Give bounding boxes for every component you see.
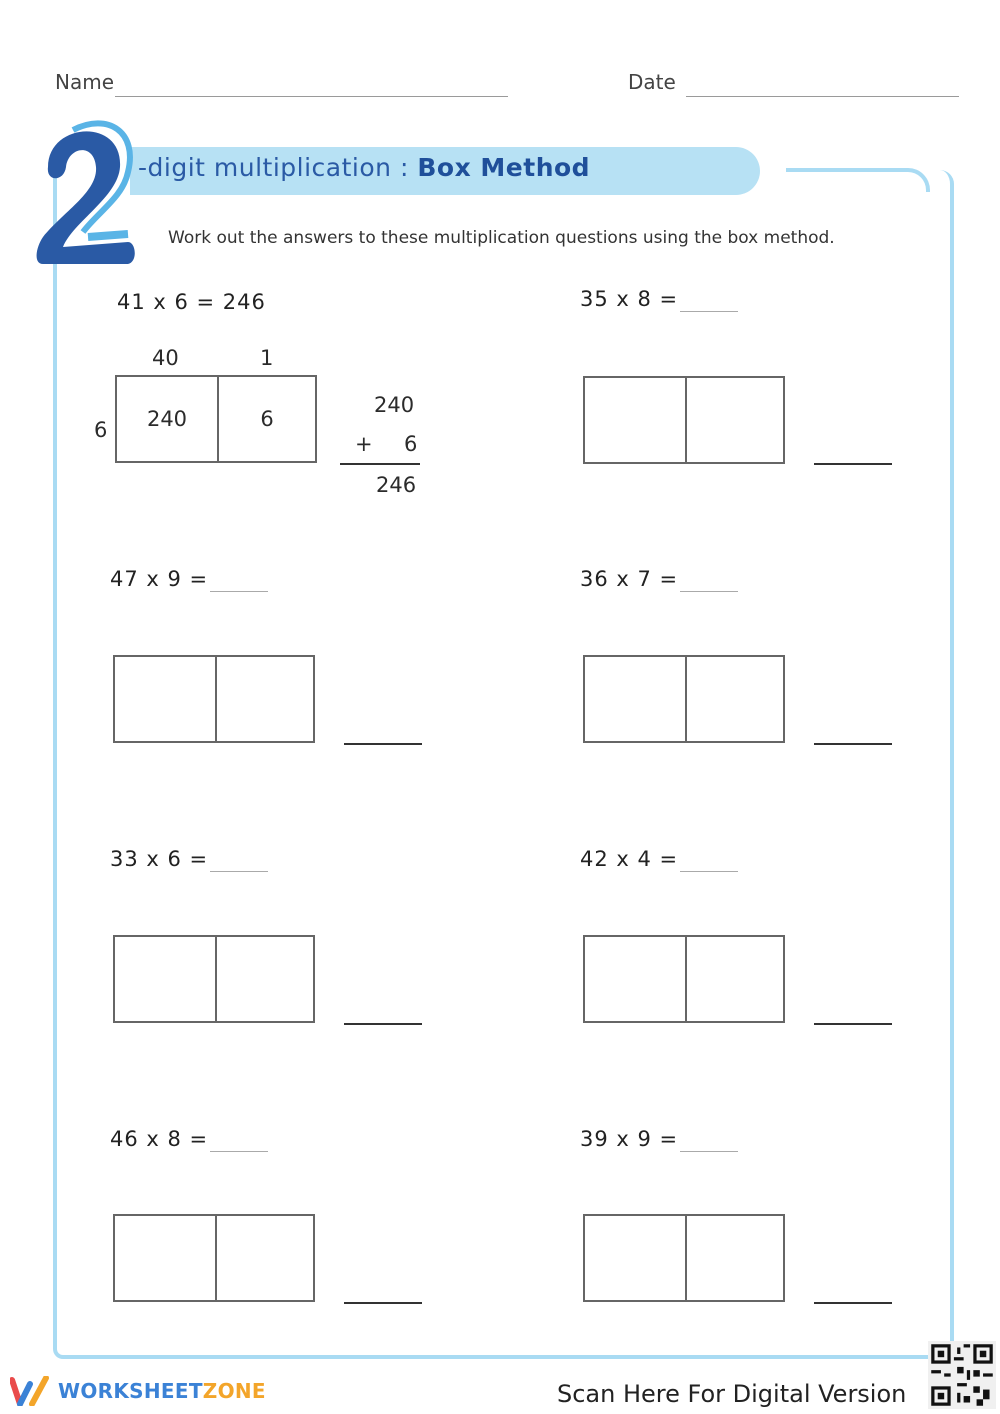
sum-plus: + [355, 432, 373, 456]
scan-text: Scan Here For Digital Version [557, 1380, 907, 1408]
problem-question: 35 x 8 = [580, 287, 738, 312]
box-grid[interactable] [583, 935, 785, 1023]
box-grid[interactable] [583, 1214, 785, 1302]
answer-blank[interactable] [680, 1133, 738, 1152]
box-grid[interactable] [113, 935, 315, 1023]
page-title: -digit multiplication : Box Method [138, 153, 591, 182]
box-grid[interactable] [583, 376, 785, 464]
problem-question: 33 x 6 = [110, 847, 268, 872]
answer-line[interactable] [814, 1023, 892, 1025]
worksheet-frame [53, 170, 954, 1359]
frame-corner [786, 168, 930, 192]
qr-code-icon[interactable] [928, 1341, 996, 1409]
instructions: Work out the answers to these multiplication questions using the box method. [168, 228, 835, 248]
problem-question: 42 x 4 = [580, 847, 738, 872]
sum-top: 240 [374, 393, 415, 417]
name-field[interactable] [115, 96, 508, 97]
box-grid[interactable] [113, 1214, 315, 1302]
box-cell: 240 [146, 407, 188, 431]
answer-blank[interactable] [680, 293, 738, 312]
answer-blank[interactable] [210, 1133, 268, 1152]
sum-addend: 6 [404, 432, 418, 456]
answer-blank[interactable] [210, 853, 268, 872]
problem-question: 36 x 7 = [580, 567, 738, 592]
name-label: Name [55, 70, 115, 94]
answer-line[interactable] [814, 743, 892, 745]
answer-line[interactable] [344, 743, 422, 745]
problem-question: 39 x 9 = [580, 1127, 738, 1152]
date-field[interactable] [686, 96, 959, 97]
answer-blank[interactable] [680, 573, 738, 592]
answer-line[interactable] [344, 1302, 422, 1304]
problem-question: 46 x 8 = [110, 1127, 268, 1152]
answer-line[interactable] [814, 1302, 892, 1304]
box-grid[interactable] [113, 655, 315, 743]
brand-logo[interactable]: WORKSHEETZONE [10, 1376, 266, 1406]
big-two-icon [28, 112, 143, 272]
answer-line[interactable] [814, 463, 892, 465]
answer-blank[interactable] [210, 573, 268, 592]
worksheetzone-logo-icon [10, 1376, 50, 1406]
example-box-grid [115, 375, 317, 463]
answer-blank[interactable] [680, 853, 738, 872]
col-header-tens: 40 [152, 346, 179, 370]
box-grid[interactable] [583, 655, 785, 743]
date-label: Date [628, 70, 676, 94]
problem-question: 47 x 9 = [110, 567, 268, 592]
answer-line[interactable] [344, 1023, 422, 1025]
sum-result: 246 [376, 473, 417, 497]
sum-line [340, 463, 420, 465]
example-question: 41 x 6 = 246 [117, 290, 266, 314]
row-header: 6 [94, 418, 108, 442]
box-cell: 6 [260, 407, 274, 431]
col-header-ones: 1 [260, 346, 274, 370]
